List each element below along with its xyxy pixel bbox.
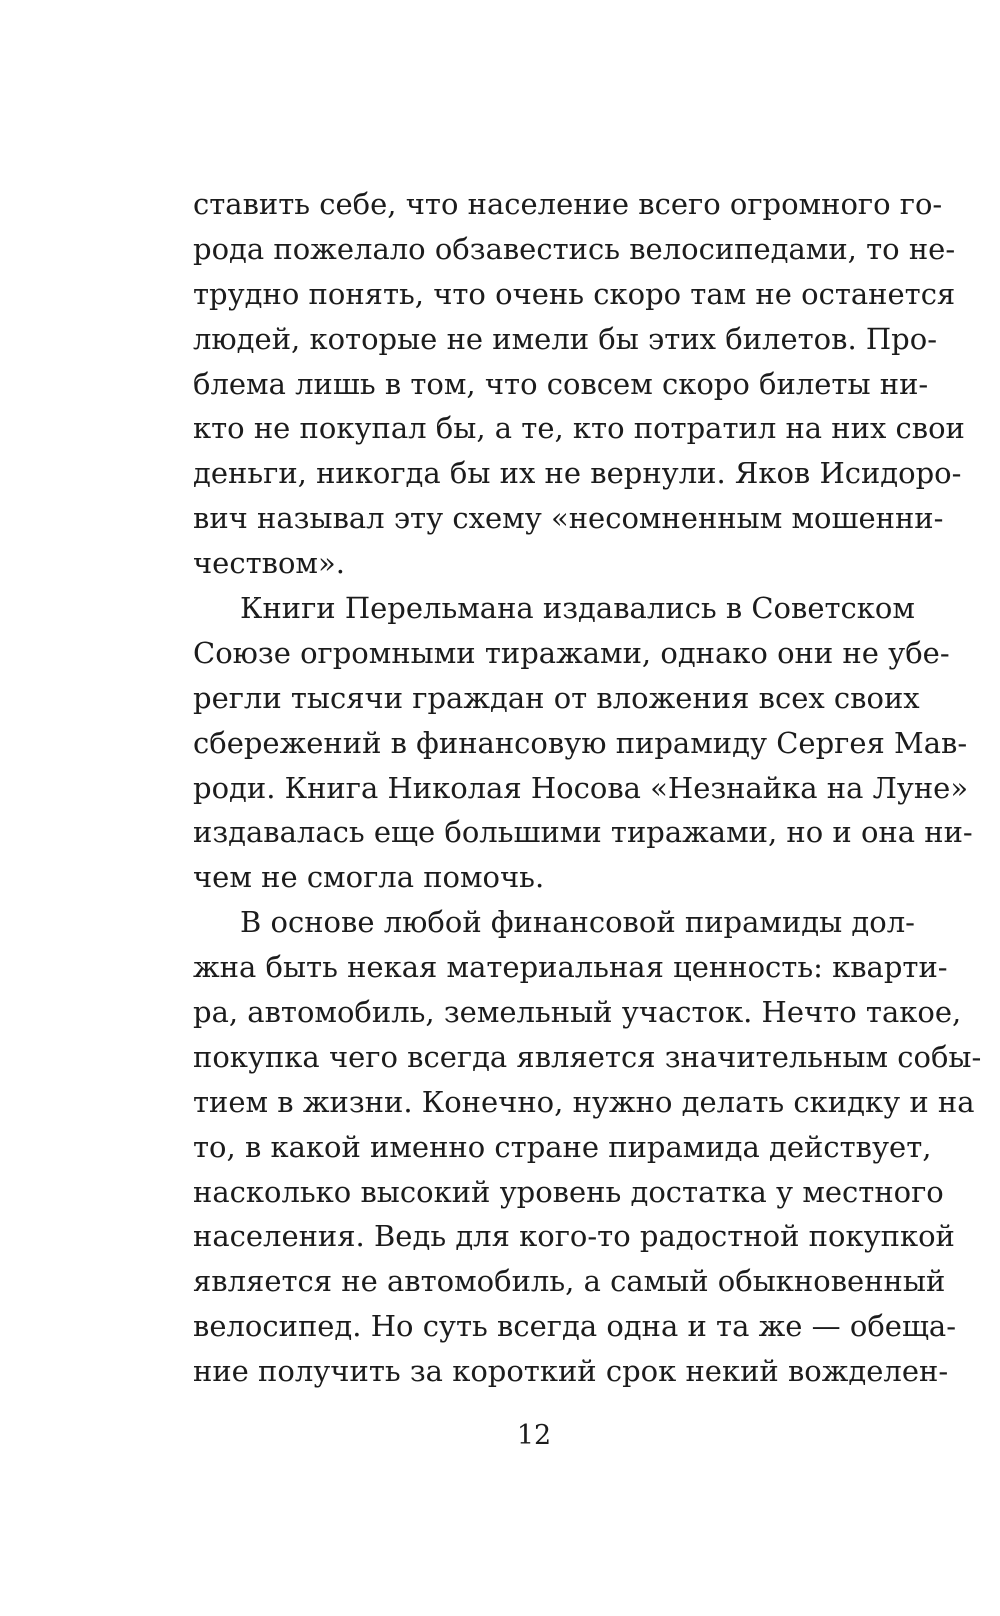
text-line: кто не покупал бы, а те, кто потратил на них свои (193, 411, 965, 446)
text-line: является не автомобиль, а самый обыкновенный (193, 1264, 946, 1299)
text-line: жна быть некая материальная ценность: кварти- (193, 950, 948, 985)
text-line: то, в какой именно стране пирамида действует, (193, 1129, 932, 1164)
text-line: людей, которые не имели бы этих билетов. Про- (193, 321, 937, 356)
paragraph (193, 586, 973, 900)
text-line: регли тысячи граждан от вложения всех своих (193, 680, 920, 715)
paragraph (193, 182, 965, 586)
paragraph (193, 900, 982, 1394)
text-line: В основе любой финансовой пирамиды дол- (240, 905, 915, 940)
text-line: вич называл эту схему «несомненным мошенни- (193, 501, 944, 536)
text-line: населения. Ведь для кого-то радостной покупкой (193, 1219, 955, 1254)
text-line: трудно понять, что очень скоро там не останется (193, 276, 956, 311)
body-text (193, 182, 982, 1394)
text-line: роди. Книга Николая Носова «Незнайка на Луне» (193, 770, 969, 805)
text-line: ние получить за короткий срок некий вожделен- (193, 1354, 949, 1389)
text-line: ра, автомобиль, земельный участок. Нечто такое, (193, 995, 962, 1030)
text-line: чем не смогла помочь. (193, 860, 545, 895)
text-line: чеством». (193, 546, 345, 581)
text-line: велосипед. Но суть всегда одна и та же — обеща- (193, 1309, 956, 1344)
text-line: деньги, никогда бы их не вернули. Яков Исидоро- (193, 456, 962, 491)
text-line: тием в жизни. Конечно, нужно делать скидку и на (193, 1084, 975, 1119)
text-line: издавалась еще большими тиражами, но и она ни- (193, 815, 973, 850)
page-number: 12 (516, 1420, 552, 1451)
text-line: Союзе огромными тиражами, однако они не убе- (193, 635, 950, 670)
text-line: сбережений в финансовую пирамиду Сергея Мав- (193, 725, 968, 760)
text-line: ставить себе, что население всего огромного го- (193, 187, 943, 221)
text-line: блема лишь в том, что совсем скоро билеты ни- (193, 366, 929, 401)
text-line: Книги Перельмана издавались в Советском (240, 591, 915, 626)
text-line: насколько высокий уровень достатка у местного (193, 1174, 944, 1209)
text-line: рода пожелало обзавестись велосипедами, то не- (193, 231, 956, 266)
text-line: покупка чего всегда является значительным собы- (193, 1039, 982, 1074)
